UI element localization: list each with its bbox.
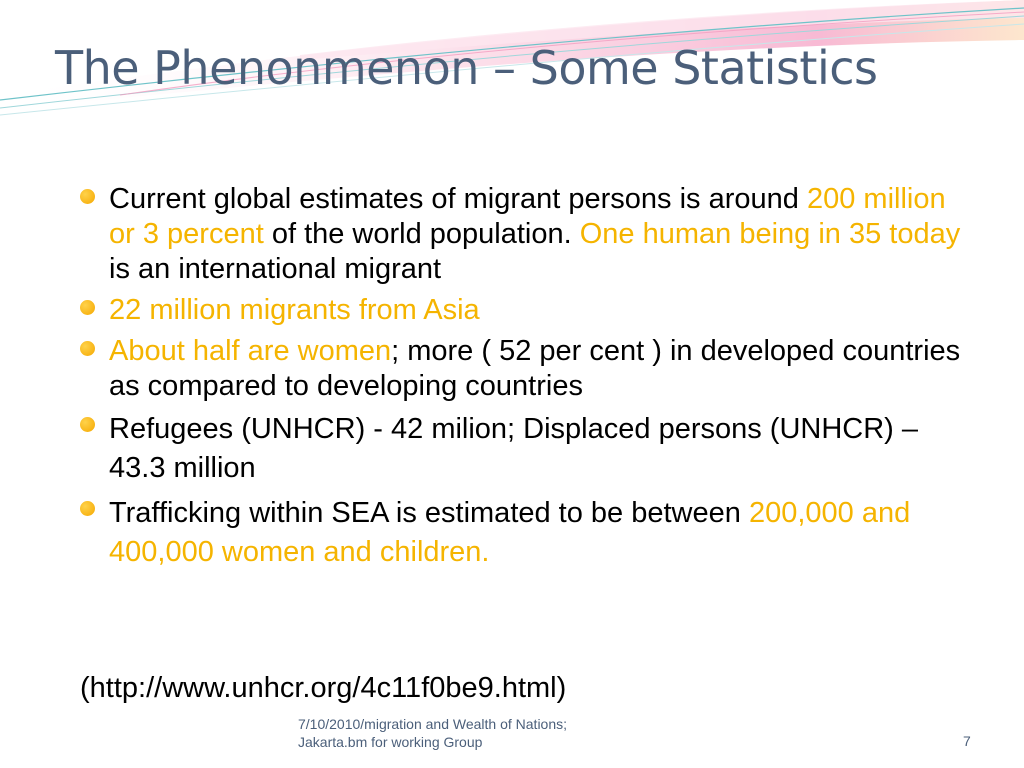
highlight-text: 22 million migrants from Asia bbox=[109, 294, 480, 326]
bullet-text: of the world population. bbox=[263, 218, 580, 250]
bullet-item bbox=[78, 334, 978, 404]
bullet-item bbox=[78, 410, 978, 488]
bullet-item bbox=[78, 494, 978, 572]
bullet-text: Refugees (UNHCR) - 42 milion; Displaced persons (UNHCR) – 43.3 million bbox=[109, 413, 919, 484]
bullet-item bbox=[78, 182, 978, 287]
highlight-text: One human being in 35 today bbox=[579, 218, 961, 250]
bullet-dot-icon bbox=[80, 341, 95, 356]
bullet-item bbox=[78, 293, 978, 328]
bullet-dot-icon bbox=[80, 417, 95, 432]
bullet-text: Current global estimates of migrant persons is around bbox=[109, 183, 807, 215]
highlight-text: About half are women bbox=[109, 335, 392, 367]
bullet-list bbox=[78, 182, 978, 578]
bullet-dot-icon bbox=[80, 501, 95, 516]
bullet-dot-icon bbox=[80, 300, 95, 315]
highlight-text: 200 million or 3 percent bbox=[109, 183, 946, 250]
footer-line-2: Jakarta.bm for working Group bbox=[298, 734, 483, 750]
slide-footer bbox=[298, 715, 567, 751]
page-number: 7 bbox=[963, 733, 971, 749]
bullet-dot-icon bbox=[80, 189, 95, 204]
footer-line-1: 7/10/2010/migration and Wealth of Nations; bbox=[298, 716, 568, 732]
bullet-text: ; more ( 52 per cent ) in developed countries as compared to developing countries bbox=[109, 335, 961, 402]
bullet-text: is an international migrant bbox=[109, 253, 442, 285]
bullet-text: Trafficking within SEA is estimated to be between bbox=[109, 497, 749, 529]
slide-title: The Phenonmenon – Some Statistics bbox=[55, 41, 878, 95]
source-url: (http://www.unhcr.org/4c11f0be9.html) bbox=[80, 672, 567, 704]
highlight-text: 200,000 and 400,000 women and children. bbox=[109, 497, 911, 568]
